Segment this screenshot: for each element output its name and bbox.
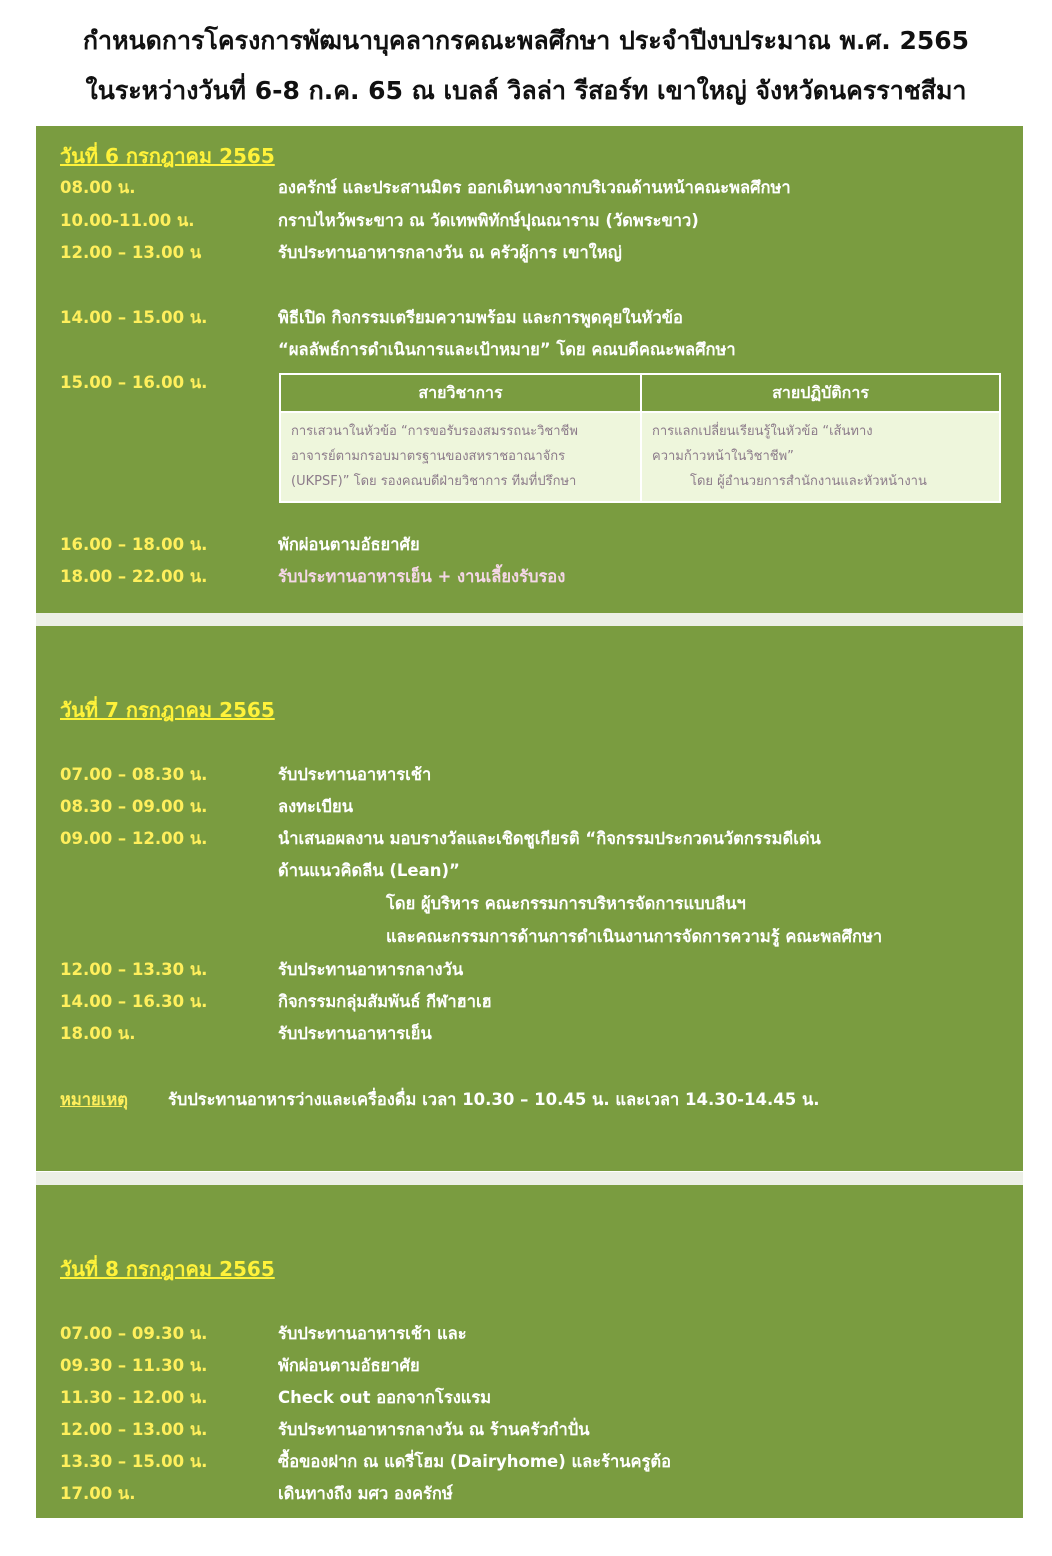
- schedule-activity: รับประทานอาหารกลางวัน: [278, 960, 464, 979]
- track-text: ความก้าวหน้าในวิชาชีพ”: [652, 449, 794, 464]
- schedule-time: 12.00 – 13.00 น: [60, 243, 202, 262]
- schedule-row: [36, 530, 1023, 560]
- schedule-time: 16.00 – 18.00 น.: [60, 535, 208, 554]
- schedule-activity: รับประทานอาหารเช้า: [278, 765, 432, 784]
- schedule-row: [36, 1415, 1023, 1445]
- schedule-activity: Check out ออกจากโรงแรม: [278, 1388, 492, 1407]
- schedule-time: 09.00 – 12.00 น.: [60, 829, 208, 848]
- schedule-row: [36, 1351, 1023, 1381]
- schedule-row: [36, 1383, 1023, 1413]
- schedule-activity: กิจกรรมกลุ่มสัมพันธ์ กีฬาฮาเฮ: [278, 992, 492, 1011]
- schedule-activity: รับประทานอาหารกลางวัน ณ ครัวผู้การ เขาใหญ่: [278, 243, 622, 262]
- schedule-row: [36, 173, 1023, 203]
- schedule-activity: เดินทางถึง มศว องครักษ์: [278, 1484, 453, 1503]
- schedule-time: 08.00 น.: [60, 178, 136, 197]
- schedule-time: 18.00 – 22.00 น.: [60, 567, 208, 586]
- schedule-activity: ลงทะเบียน: [278, 797, 353, 816]
- schedule-activity: พักผ่อนตามอัธยาศัย: [278, 1356, 420, 1375]
- track-text: การเสวนาในหัวข้อ “การขอรับรองสมรรถนะวิชาชีพ: [291, 424, 578, 439]
- panel-divider: [36, 1172, 1023, 1185]
- schedule-time: 11.30 – 12.00 น.: [60, 1388, 208, 1407]
- page-title-line-2: ในระหว่างวันที่ 6-8 ก.ค. 65 ณ เบลล์ วิลล่า รีสอร์ท เขาใหญ่ จังหวัดนครราชสีมา: [85, 76, 967, 105]
- day1-panel: [36, 126, 1023, 613]
- day3-panel: [36, 1185, 1023, 1518]
- schedule-activity: รับประทานอาหารกลางวัน ณ ร้านครัวกำปั่น: [278, 1420, 590, 1439]
- schedule-row: [36, 1319, 1023, 1349]
- schedule-activity: พิธีเปิด กิจกรรมเตรียมความพร้อม และการพูดคุยในหัวข้อ: [278, 308, 683, 327]
- page-title-line-1: กำหนดการโครงการพัฒนาบุคลากรคณะพลศึกษา ประจำปีงบประมาณ พ.ศ. 2565: [82, 26, 970, 55]
- parallel-tracks-table: [279, 373, 1001, 503]
- schedule-time: 10.00-11.00 น.: [60, 211, 195, 230]
- schedule-activity: ซื้อของฝาก ณ แดรี่โฮม (Dairyhome) และร้านครูต้อ: [278, 1452, 672, 1471]
- schedule-row: [36, 760, 1023, 790]
- schedule-row: [36, 303, 1023, 333]
- track-header-practice: สายปฏิบัติการ: [642, 375, 999, 411]
- schedule-time: 14.00 – 16.30 น.: [60, 992, 208, 1011]
- schedule-row: [36, 955, 1023, 985]
- track-text: (UKPSF)” โดย รองคณบดีฝ่ายวิชาการ ทีมที่ปรึกษา: [291, 474, 577, 489]
- schedule-row: [36, 987, 1023, 1017]
- schedule-row: [36, 1447, 1023, 1477]
- note-text: รับประทานอาหารว่างและเครื่องดื่ม เวลา 10.30 – 10.45 น. และเวลา 14.30-14.45 น.: [168, 1090, 820, 1109]
- track-cell-practice: [642, 411, 999, 501]
- schedule-activity: รับประทานอาหารเย็น: [278, 1024, 432, 1043]
- schedule-time: 07.00 – 09.30 น.: [60, 1324, 208, 1343]
- schedule-activity: องครักษ์ และประสานมิตร ออกเดินทางจากบริเวณด้านหน้าคณะพลศึกษา: [278, 178, 791, 197]
- schedule-time: 14.00 – 15.00 น.: [60, 308, 208, 327]
- schedule-activity: รับประทานอาหารเย็น + งานเลี้ยงรับรอง: [278, 567, 566, 586]
- day3-heading: วันที่ 8 กรกฎาคม 2565: [60, 1257, 275, 1281]
- schedule-time: 13.30 – 15.00 น.: [60, 1452, 208, 1471]
- schedule-row: [36, 824, 1023, 854]
- schedule-row: [36, 1019, 1023, 1049]
- note-label: หมายเหตุ: [60, 1090, 128, 1109]
- schedule-activity-continued: ด้านแนวคิดลีน (Lean)”: [278, 861, 460, 880]
- schedule-time: 17.00 น.: [60, 1484, 136, 1503]
- schedule-activity-continued: “ผลลัพธ์การดำเนินการและเป้าหมาย” โดย คณบดีคณะพลศึกษา: [278, 340, 736, 359]
- day1-heading: วันที่ 6 กรกฎาคม 2565: [60, 144, 275, 168]
- schedule-row: [36, 1479, 1023, 1509]
- schedule-activity-continued: และคณะกรรมการด้านการดำเนินงานการจัดการความรู้ คณะพลศึกษา: [386, 927, 883, 946]
- schedule-activity: พักผ่อนตามอัธยาศัย: [278, 535, 420, 554]
- schedule-time: 08.30 – 09.00 น.: [60, 797, 208, 816]
- schedule-row: [36, 238, 1023, 268]
- track-cell-academic: [281, 411, 642, 501]
- schedule-time: 12.00 – 13.00 น.: [60, 1420, 208, 1439]
- track-text: การแลกเปลี่ยนเรียนรู้ในหัวข้อ “เส้นทาง: [652, 424, 873, 439]
- schedule-time: 07.00 – 08.30 น.: [60, 765, 208, 784]
- track-header-academic: สายวิชาการ: [281, 375, 642, 411]
- schedule-row: [36, 206, 1023, 236]
- track-text: โดย ผู้อำนวยการสำนักงานและหัวหน้างาน: [690, 474, 927, 489]
- schedule-time: 15.00 – 16.00 น.: [60, 373, 208, 392]
- day2-heading: วันที่ 7 กรกฎาคม 2565: [60, 698, 275, 722]
- track-text: อาจารย์ตามกรอบมาตรฐานของสหราชอาณาจักร: [291, 449, 566, 464]
- schedule-time: 09.30 – 11.30 น.: [60, 1356, 208, 1375]
- day2-panel: [36, 626, 1023, 1171]
- schedule-time: 12.00 – 13.30 น.: [60, 960, 208, 979]
- schedule-activity-continued: โดย ผู้บริหาร คณะกรรมการบริหารจัดการแบบลีนฯ: [386, 894, 746, 913]
- schedule-time: 18.00 น.: [60, 1024, 136, 1043]
- schedule-activity: กราบไหว้พระขาว ณ วัดเทพพิทักษ์ปุณณาราม (วัดพระขาว): [278, 211, 699, 230]
- schedule-activity: นำเสนอผลงาน มอบรางวัลและเชิดชูเกียรติ “กิจกรรมประกวดนวัตกรรมดีเด่น: [278, 829, 821, 848]
- schedule-row: [36, 562, 1023, 592]
- schedule-activity: รับประทานอาหารเช้า และ: [278, 1324, 467, 1343]
- panel-divider: [36, 613, 1023, 626]
- schedule-row: [36, 792, 1023, 822]
